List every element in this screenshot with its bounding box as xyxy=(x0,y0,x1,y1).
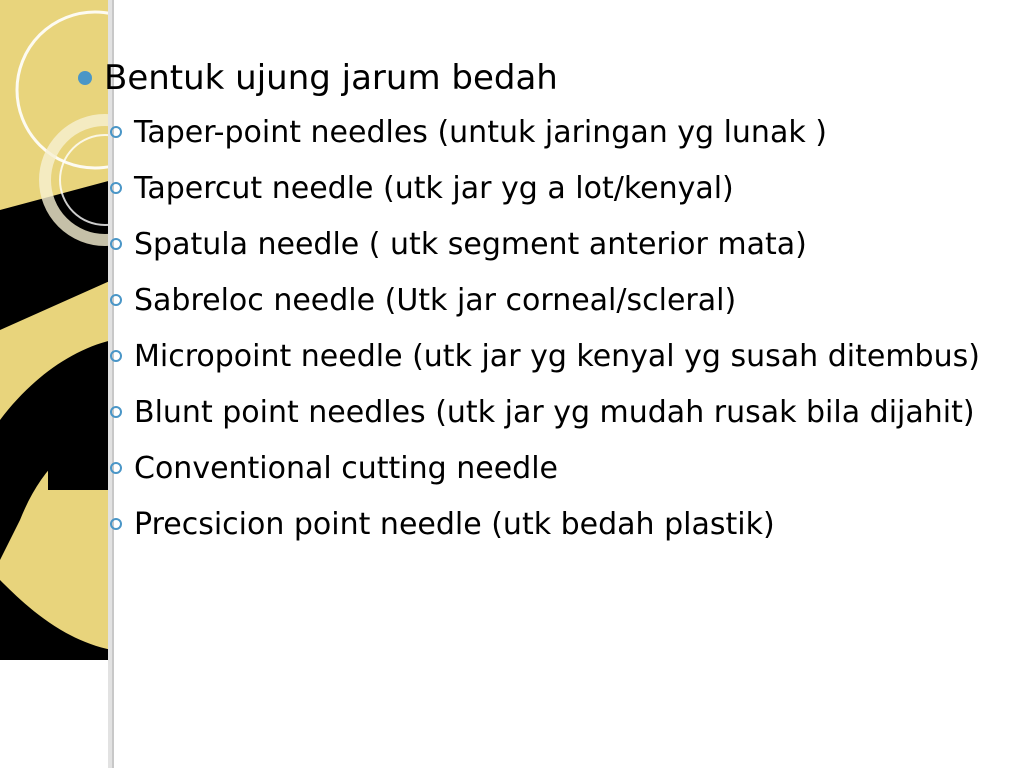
list-item xyxy=(70,333,1010,381)
ring-bullet-icon xyxy=(110,294,122,306)
ring-bullet-icon xyxy=(110,238,122,250)
list-item xyxy=(70,165,1010,213)
list-item-text: Precsicion point needle (utk bedah plastik) xyxy=(134,507,775,542)
list-item xyxy=(70,445,1010,493)
sub-bullet-list xyxy=(70,109,1010,549)
list-item xyxy=(70,109,1010,157)
list-item-text: Micropoint needle (utk jar yg kenyal yg susah ditembus) xyxy=(134,339,980,374)
list-item-text: Conventional cutting needle xyxy=(134,451,558,486)
list-item xyxy=(70,501,1010,549)
ring-bullet-icon xyxy=(110,182,122,194)
list-item-text: Blunt point needles (utk jar yg mudah rusak bila dijahit) xyxy=(134,395,975,430)
ring-bullet-icon xyxy=(110,126,122,138)
main-bullet-dot-icon xyxy=(78,71,92,85)
ring-bullet-icon xyxy=(110,406,122,418)
main-bullet-item xyxy=(70,52,1010,104)
list-item xyxy=(70,277,1010,325)
slide-content xyxy=(70,52,1010,557)
list-item-text: Tapercut needle (utk jar yg a lot/kenyal) xyxy=(134,171,734,206)
list-item xyxy=(70,389,1010,437)
ring-bullet-icon xyxy=(110,350,122,362)
list-item-text: Spatula needle ( utk segment anterior mata) xyxy=(134,227,807,262)
list-item-text: Sabreloc needle (Utk jar corneal/scleral) xyxy=(134,283,737,318)
heading-text: Bentuk ujung jarum bedah xyxy=(104,58,558,98)
ring-bullet-icon xyxy=(110,518,122,530)
ring-bullet-icon xyxy=(110,462,122,474)
list-item-text: Taper-point needles (untuk jaringan yg lunak ) xyxy=(134,115,827,150)
list-item xyxy=(70,221,1010,269)
